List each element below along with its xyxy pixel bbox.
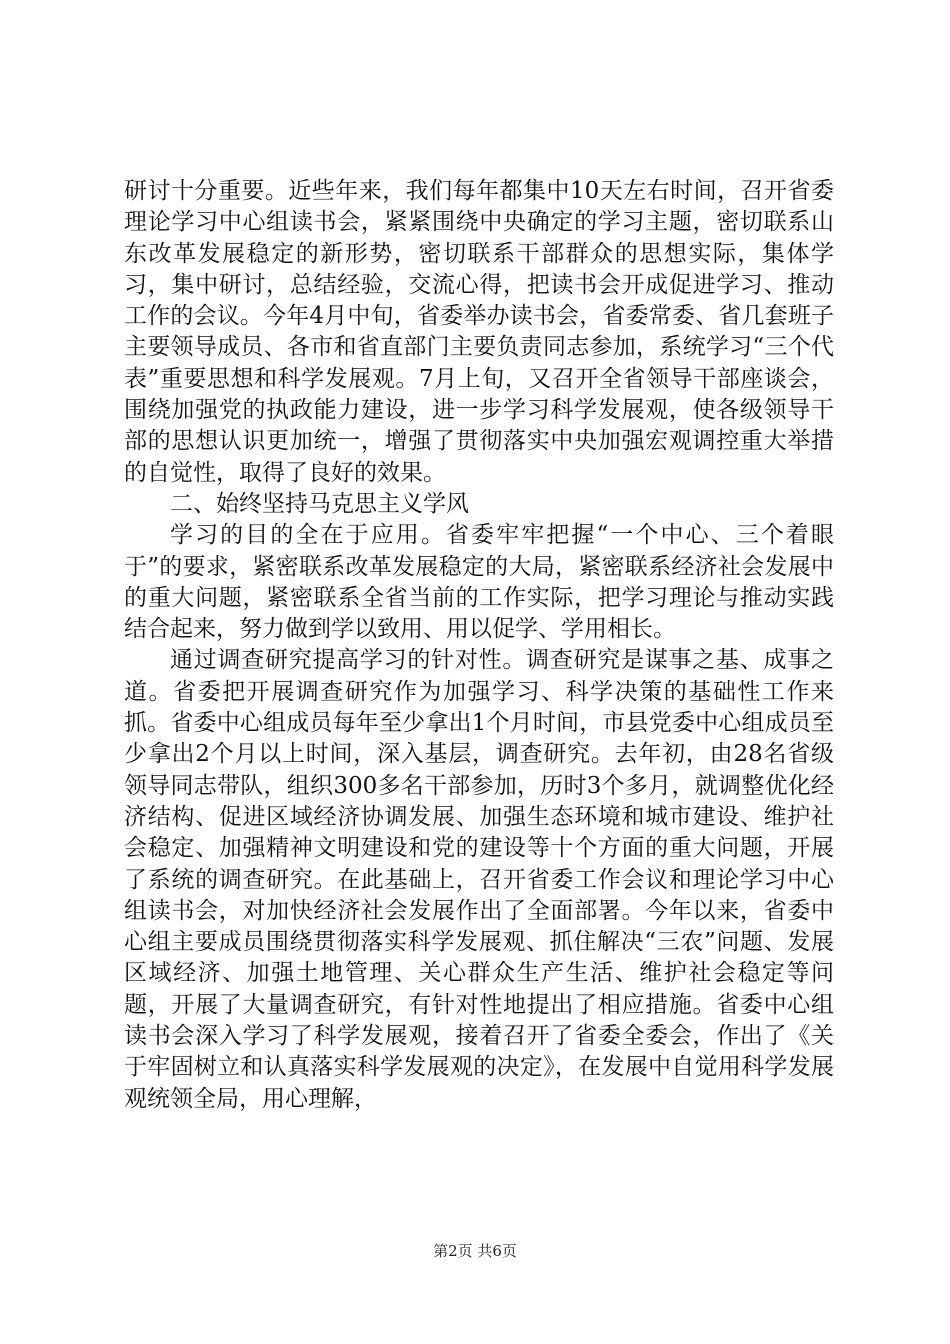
paragraph-continuation: 研讨十分重要。近些年来，我们每年都集中10天左右时间，召开省委理论学习中心组读书会，紧紧围绕中央确定的学习主题，密切联系山东改革发展稳定的新形势，密切联系干部群众的思想实际，集体学习，集中研讨，总结经验，交流心得，把读书会开成促进学习、推动工作的会议。今年4月中旬，省委举办读书会，省委常委、省几套班子主要领导成员、各市和省直部门主要负责同志参加，系统学习“三个代表”重要思想和科学发展观。7月上旬，又召开全省领导干部座谈会，围绕加强党的执政能力建设，进一步学习科学发展观，使各级领导干部的思想认识更加统一，增强了贯彻落实中央加强宏观调控重大举措的自觉性，取得了良好的效果。 (124, 178, 834, 486)
paragraph: 通过调查研究提高学习的针对性。调查研究是谋事之基、成事之道。省委把开展调查研究作为加强学习、科学决策的基础性工作来抓。省委中心组成员每年至少拿出1个月时间，市县党委中心组成员至少拿出2个月以上时间，深入基层，调查研究。去年初，由28名省级领导同志带队，组织300多名干部参加，历时3个多月，就调整优化经济结构、促进区域经济协调发展、加强生态环境和城市建设、维护社会稳定、加强精神文明建设和党的建设等十个方面的重大问题，开展了系统的调查研究。在此基础上，召开省委工作会议和理论学习中心组读书会，对加快经济社会发展作出了全面部署。今年以来，省委中心组主要成员围绕贯彻落实科学发展观、抓住解决“三农”问题、发展区域经济、加强土地管理、关心群众生产生活、维护社会稳定等问题，开展了大量调查研究，有针对性地提出了相应措施。省委中心组读书会深入学习了科学发展观，接着召开了省委全委会，作出了《关于牢固树立和认真落实科学发展观的决定》，在发展中自觉用科学发展观统领全局，用心理解， (124, 647, 834, 1112)
document-body (124, 176, 834, 1115)
page-indicator: 第2页 共6页 (433, 1242, 517, 1260)
page-footer (0, 1240, 950, 1261)
section-heading: 二、始终坚持马克思主义学风 (170, 490, 469, 517)
paragraph: 学习的目的全在于应用。省委牢牢把握“一个中心、三个着眼于”的要求，紧密联系改革发展稳定的大局，紧密联系经济社会发展中的重大问题，紧密联系全省当前的工作实际，把学习理论与推动实践结合起来，努力做到学以致用、用以促学、学用相长。 (124, 522, 834, 643)
